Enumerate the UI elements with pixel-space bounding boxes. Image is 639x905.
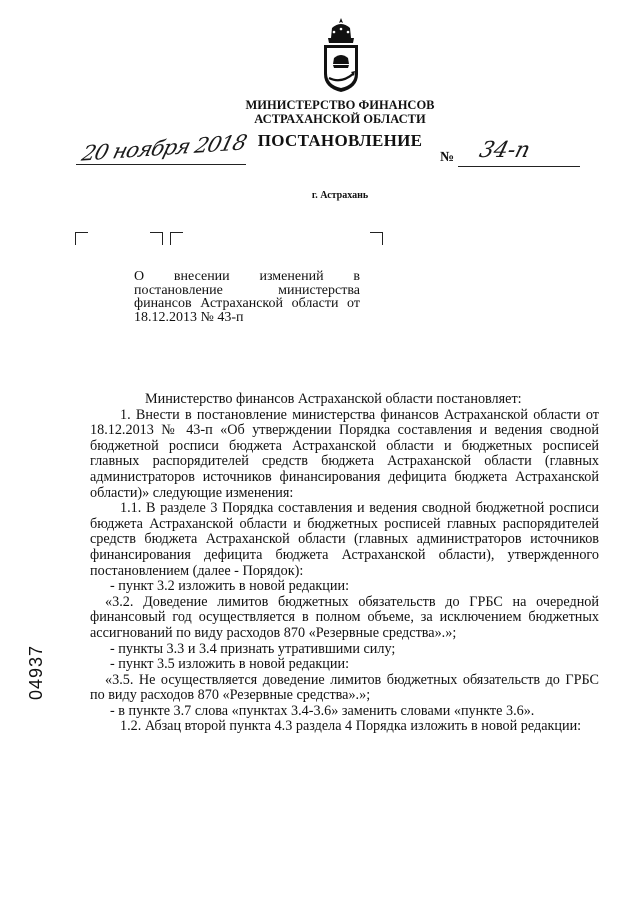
handwritten-number	[458, 138, 580, 170]
ministry-line-2: АСТРАХАНСКОЙ ОБЛАСТИ	[254, 112, 426, 126]
bracket-top-left-2	[170, 232, 183, 245]
side-registration-number: 04937	[26, 644, 46, 700]
handwritten-date	[76, 130, 256, 174]
number-underline	[458, 166, 580, 167]
list-item: - пункты 3.3 и 3.4 признать утратившими силу;	[110, 640, 396, 657]
date-underline	[76, 164, 246, 165]
number-sign: №	[440, 150, 455, 165]
ministry-name	[190, 98, 490, 126]
city-label: г. Астрахань	[311, 190, 369, 201]
bracket-top-left	[75, 232, 88, 245]
list-item: - в пункте 3.7 слова «пунктах 3.4-3.6» заменить словами «пункте 3.6».	[110, 702, 535, 719]
bracket-top-right	[150, 232, 163, 245]
document-subject: О внесении изменений в постановление министерства финансов Астраханской области от 18.12.2013 № 43-п	[134, 269, 360, 325]
list-item: - пункт 3.2 изложить в новой редакции:	[110, 578, 350, 595]
quote-3-5: «3.5. Не осуществляется доведение лимитов бюджетных обязательств до ГРБС по виду расходов 870 «Резервные средства».»;	[90, 671, 599, 704]
paragraph-1: 1. Внести в постановление министерства финансов Астраханской области от 18.12.2013 № 43-п «Об утверждении Порядка составления и ведения сводной бюджетной росписи бюджета Астраханской области и бюджетных росписей главных распорядителей средств бюджета Астраханской области (главных администраторов источников финансирования дефицита бюджета Астраханской области)» следующие изменения:	[90, 406, 599, 501]
bracket-top-right-2	[370, 232, 383, 245]
intro-paragraph: Министерство финансов Астраханской области постановляет:	[145, 391, 522, 407]
coat-of-arms-icon	[318, 16, 364, 94]
paragraph-1-1: 1.1. В разделе 3 Порядка составления и ведения сводной бюджетной росписи бюджета Астраханской области и бюджетных росписей главных распорядителей средств бюджета Астраханской области (главных администраторов источников финансирования дефицита бюджета Астраханской области), утвержденного постановлением (далее - Порядок):	[90, 500, 599, 579]
date-handwriting: 20 ноября 2018	[79, 130, 249, 166]
number-handwriting: 34-п	[476, 138, 533, 163]
document-body	[90, 392, 599, 735]
quote-3-2: «3.2. Доведение лимитов бюджетных обязательств до ГРБС на очередной финансовый год осуществляется в полном объеме, за исключением бюджетных ассигнований по виду расходов 870 «Резервные средства».»;	[90, 593, 599, 641]
ministry-line-1: МИНИСТЕРСТВО ФИНАНСОВ	[245, 98, 435, 112]
document-type-title: ПОСТАНОВЛЕНИЕ	[257, 131, 423, 150]
paragraph-1-2: 1.2. Абзац второй пункта 4.3 раздела 4 Порядка изложить в новой редакции:	[120, 718, 582, 735]
list-item: - пункт 3.5 изложить в новой редакции:	[110, 656, 350, 673]
